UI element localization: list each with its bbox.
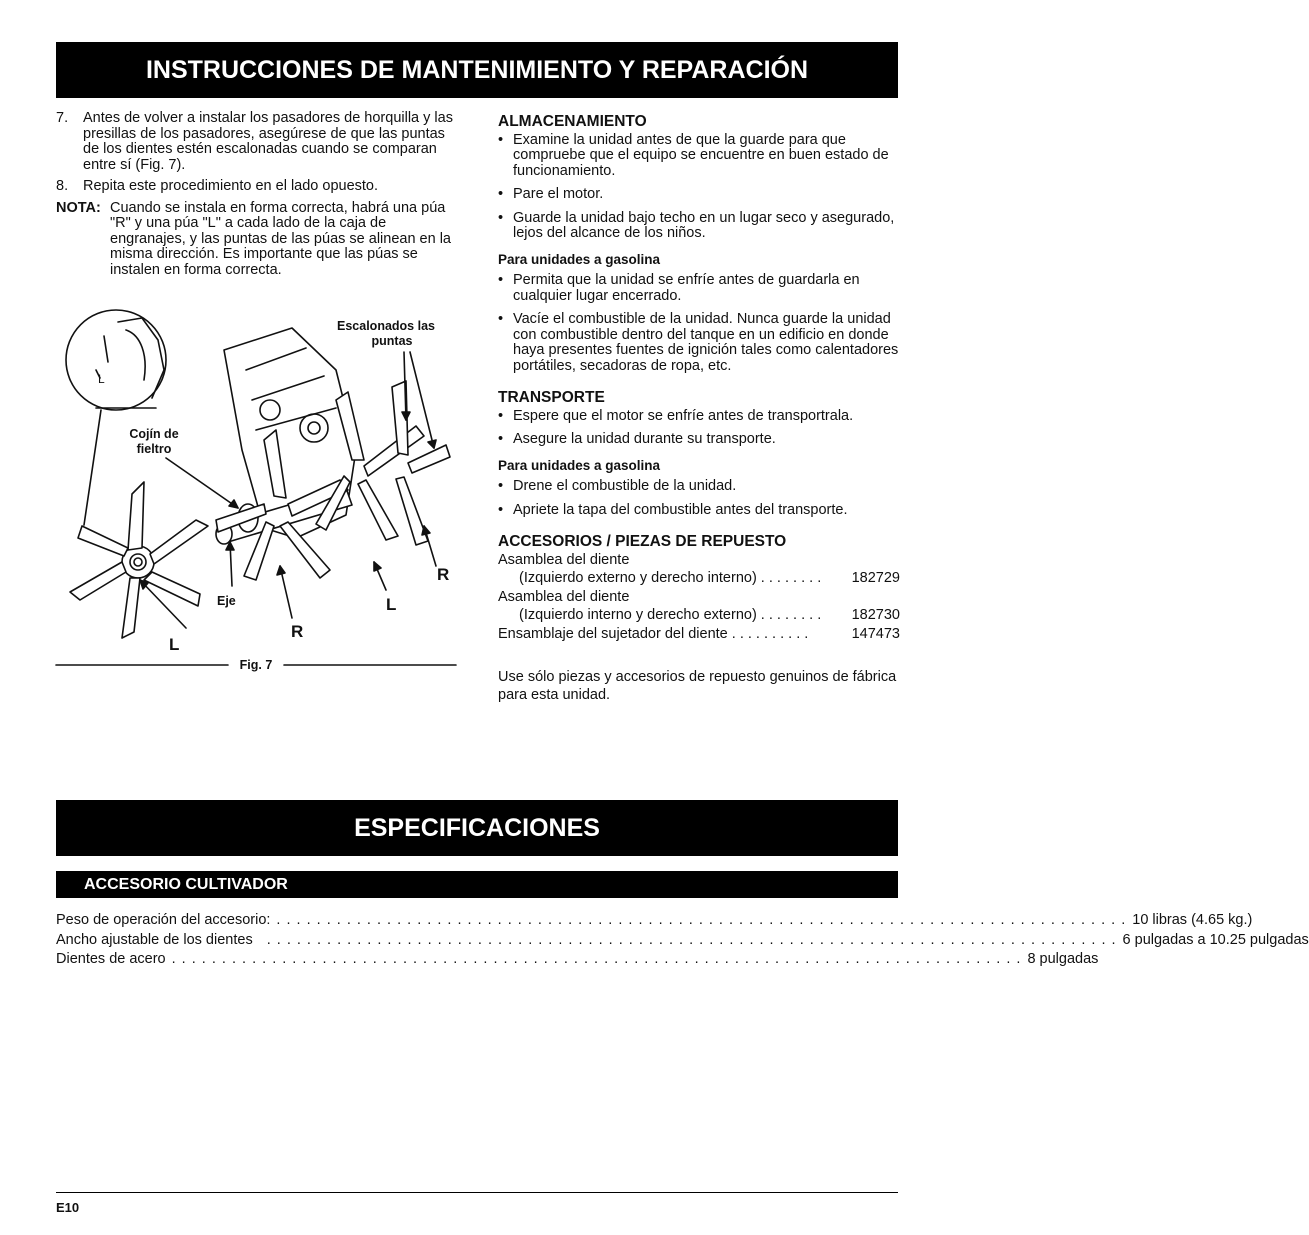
transport-heading: TRANSPORTE bbox=[498, 389, 605, 406]
spec-value: 6 pulgadas a 10.25 pulgadas bbox=[1122, 932, 1309, 948]
tine-l-front bbox=[70, 482, 208, 638]
accessory-2-row bbox=[498, 608, 900, 624]
figure-caption: Fig. 7 bbox=[239, 658, 273, 672]
specs-title: ESPECIFICACIONES bbox=[56, 800, 898, 856]
spec-dots: . . . . . . . . . . . . . . . . . . . . . . . . . . . . . . . . . . . . . . . . . . . . . . . . . . . . . . . . . . . . . . . . . . . . . . . . . . . . . . . . . . . . . bbox=[266, 932, 1117, 948]
spec-dots: . . . . . . . . . . . . . . . . . . . . . . . . . . . . . . . . . . . . . . . . . . . . . . . . . . . . . . . . . . . . . . . . . . . . . . . . . . . . . . . . . . . . . bbox=[171, 951, 1022, 967]
spec-dots: . . . . . . . . . . . . . . . . . . . . . . . . . . . . . . . . . . . . . . . . . . . . . . . . . . . . . . . . . . . . . . . . . . . . . . . . . . . . . . . . . . . . . bbox=[276, 912, 1127, 928]
step-text: Repita este procedimiento en el lado opuesto. bbox=[83, 178, 379, 194]
maintenance-title: INSTRUCCIONES DE MANTENIMIENTO Y REPARACIÓN bbox=[56, 42, 898, 98]
accessory-2-detail: (Izquierdo interno y derecho externo) . . . . . . . . bbox=[519, 607, 822, 623]
list-item: • Apriete la tapa del combustible antes del transporte. bbox=[498, 501, 848, 518]
spec-row-tines bbox=[56, 951, 1099, 967]
accessory-3-part: 147473 bbox=[851, 625, 900, 642]
label-l-left: L bbox=[169, 635, 180, 654]
spec-label: Ancho ajustable de los dientes bbox=[56, 932, 253, 948]
transport-gas-heading: Para unidades a gasolina bbox=[498, 457, 661, 473]
list-item: • Permita que la unidad se enfríe antes de guardarla en cualquier lugar encerrado. bbox=[498, 272, 860, 304]
step-8 bbox=[56, 179, 456, 195]
spec-row-weight bbox=[56, 912, 1253, 928]
accessory-1-detail: (Izquierdo externo y derecho interno) . . . . . . . . bbox=[519, 570, 822, 586]
note-label: NOTA: bbox=[56, 199, 101, 216]
label-r-right: R bbox=[437, 565, 450, 584]
label-shaft: Eje bbox=[217, 594, 236, 608]
accessory-3-row bbox=[498, 627, 900, 643]
maintenance-steps bbox=[56, 111, 456, 278]
label-felt-pad-2: fieltro bbox=[136, 442, 172, 456]
spec-value: 8 pulgadas bbox=[1027, 951, 1099, 967]
tine-r-right bbox=[392, 381, 450, 545]
accessory-2-part: 182730 bbox=[851, 607, 900, 623]
list-item: • Vacíe el combustible de la unidad. Nunca guarde la unidad con combustible dentro del tanque en un edificio en donde haya presentes fuentes de ignición tales como calentadores portátiles, secadoras de ropa, etc. bbox=[498, 311, 899, 374]
storage-gas-heading: Para unidades a gasolina bbox=[498, 251, 661, 267]
spec-row-width bbox=[56, 932, 1309, 948]
accessory-1-name: Asamblea del diente bbox=[498, 551, 630, 568]
step-number: 8. bbox=[56, 178, 69, 194]
figure-7-tine-diagram bbox=[56, 300, 458, 675]
list-item: • Drene el combustible de la unidad. bbox=[498, 478, 737, 494]
accessory-1-row bbox=[498, 571, 900, 587]
svg-text:L: L bbox=[98, 372, 105, 386]
label-felt-pad: Cojín de bbox=[129, 427, 179, 441]
list-item: • Espere que el motor se enfríe antes de transportrala. bbox=[498, 407, 854, 424]
list-item: • Asegure la unidad durante su transporte. bbox=[498, 431, 776, 447]
footer-rule bbox=[56, 1192, 898, 1193]
label-staggered-tips-2: puntas bbox=[371, 334, 413, 348]
label-l-right: L bbox=[386, 595, 397, 614]
list-item: • Guarde la unidad bajo techo en un lugar seco y asegurado, lejos del alcance de los niños. bbox=[498, 209, 895, 241]
accessory-2-name: Asamblea del diente bbox=[498, 588, 630, 605]
spec-label: Dientes de acero bbox=[56, 951, 166, 967]
step-7 bbox=[56, 111, 456, 173]
accessories-note: Use sólo piezas y accesorios de repuesto genuinos de fábrica para esta unidad. bbox=[498, 669, 897, 703]
page-number: E10 bbox=[56, 1200, 80, 1215]
accessory-1-part: 182729 bbox=[851, 570, 900, 586]
list-item: • Examine la unidad antes de que la guarde para que compruebe que el equipo se encuentre en buen estado de funcionamiento. bbox=[498, 131, 889, 179]
accessories-heading: ACCESORIOS / PIEZAS DE REPUESTO bbox=[498, 533, 787, 550]
storage-heading: ALMACENAMIENTO bbox=[498, 113, 647, 130]
spec-label: Peso de operación del accesorio: bbox=[56, 912, 271, 928]
specs-subtitle: ACCESORIO CULTIVADOR bbox=[56, 871, 898, 898]
list-item: • Pare el motor. bbox=[498, 186, 604, 202]
accessory-3-name: Ensamblaje del sujetador del diente . . . . . . . . . . bbox=[498, 625, 809, 642]
spec-value: 10 libras (4.65 kg.) bbox=[1132, 912, 1253, 928]
step-text: Antes de volver a instalar los pasadores de horquilla y las presillas de los pasadores, asegúrese de que las puntas de los dientes estén escalonadas cuando se comparan entre sí (Fig. 7). bbox=[83, 110, 453, 173]
label-staggered-tips: Escalonados las bbox=[337, 319, 435, 333]
note-text: Cuando se instala en forma correcta, habrá una púa "R" y una púa "L" a cada lado de la caja de engranajes, y las puntas de las púas se alinean en la misma dirección. Es importante que las púas se instalen en forma correcta. bbox=[110, 199, 451, 278]
detail-circle bbox=[66, 310, 166, 410]
right-column bbox=[498, 114, 900, 704]
note bbox=[56, 201, 456, 279]
label-r-center: R bbox=[291, 622, 304, 641]
step-number: 7. bbox=[56, 110, 69, 126]
